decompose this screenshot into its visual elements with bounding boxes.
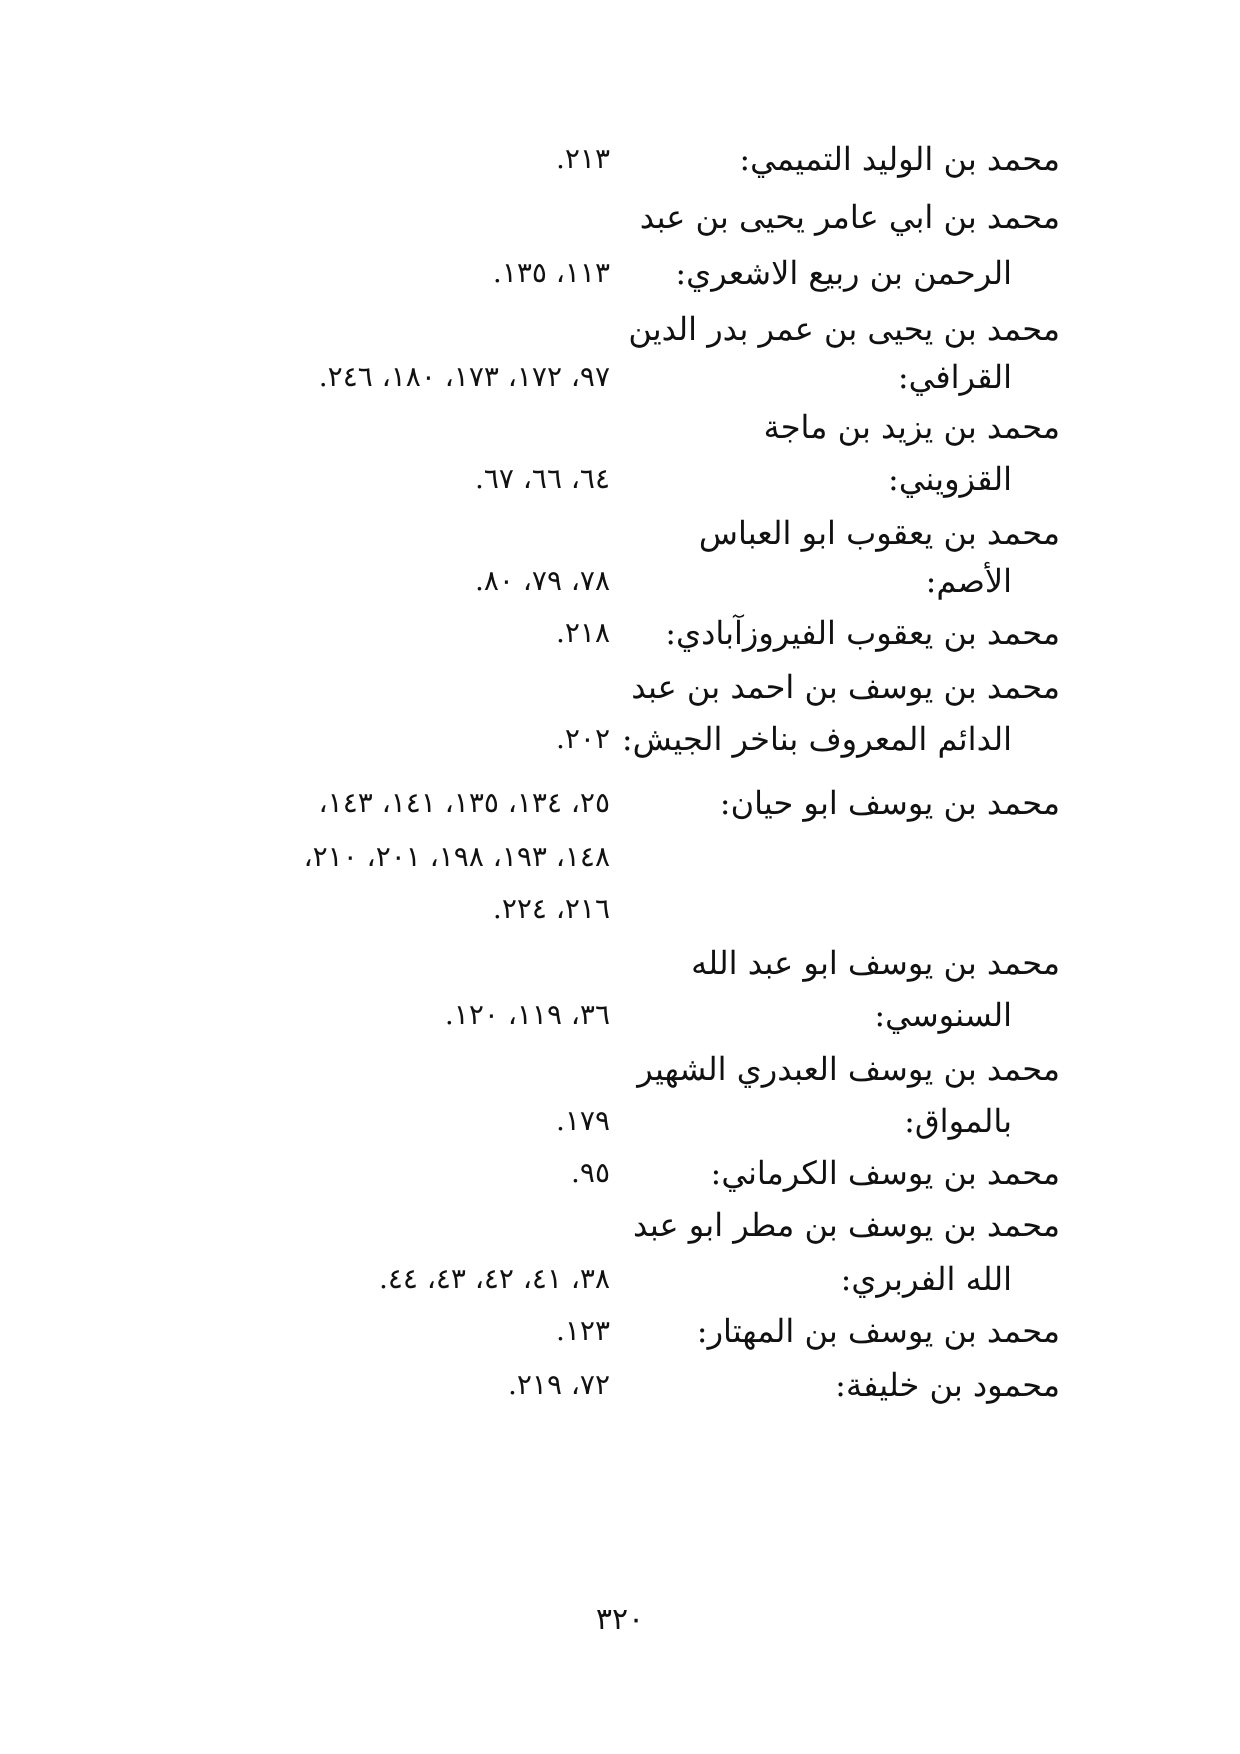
entry-pages: ١٧٩. bbox=[555, 1104, 610, 1137]
entry-name: محمد بن ابي عامر يحيى بن عبد bbox=[639, 198, 1060, 236]
entry-name: محمد بن يوسف العبدري الشهير bbox=[637, 1050, 1060, 1088]
entry-name: الله الفربري: bbox=[840, 1260, 1012, 1298]
index-entry bbox=[150, 450, 1060, 508]
page-number: ٣٢٠ bbox=[595, 1602, 645, 1637]
entry-pages: ٢١٣. bbox=[555, 142, 610, 175]
index-entry bbox=[150, 188, 1060, 246]
index-entry bbox=[150, 244, 1060, 302]
index-entry bbox=[150, 552, 1060, 610]
index-entry bbox=[150, 130, 1060, 188]
index-entry bbox=[150, 1250, 1060, 1308]
entry-pages: ٩٧، ١٧٢، ١٧٣، ١٨٠، ٢٤٦. bbox=[318, 360, 610, 393]
entry-name: الأصم: bbox=[925, 562, 1012, 600]
entry-name: محمد بن يعقوب الفيروزآبادي: bbox=[665, 614, 1060, 652]
entry-name: محمد بن يزيد بن ماجة bbox=[763, 408, 1060, 446]
entry-pages: ٢١٦، ٢٢٤. bbox=[492, 892, 610, 925]
entry-name: محمد بن الوليد التميمي: bbox=[739, 140, 1060, 178]
index-entry bbox=[150, 1092, 1060, 1150]
index-entry bbox=[150, 1196, 1060, 1254]
entry-name: السنوسي: bbox=[874, 996, 1012, 1034]
entry-name: القزويني: bbox=[888, 460, 1012, 498]
index-entry bbox=[150, 828, 1060, 886]
index-entry bbox=[150, 934, 1060, 992]
entry-name: بالمواق: bbox=[904, 1102, 1012, 1140]
entry-name: الدائم المعروف بناخر الجيش: bbox=[621, 720, 1012, 758]
index-entry bbox=[150, 658, 1060, 716]
index-entry bbox=[150, 880, 1060, 938]
index-entry bbox=[150, 710, 1060, 768]
index-entry bbox=[150, 604, 1060, 662]
entry-name: القرافي: bbox=[897, 358, 1012, 396]
entry-name: محمد بن يحيى بن عمر بدر الدين bbox=[628, 310, 1060, 348]
entry-pages: ٢١٨. bbox=[555, 616, 610, 649]
entry-name: محمد بن يعقوب ابو العباس bbox=[698, 514, 1060, 552]
index-entry bbox=[150, 1302, 1060, 1360]
index-entry bbox=[150, 774, 1060, 832]
entry-name: محمد بن يوسف ابو حيان: bbox=[719, 784, 1060, 822]
entry-pages: ٧٨، ٧٩، ٨٠. bbox=[474, 564, 610, 597]
entry-name: محمد بن يوسف الكرماني: bbox=[710, 1154, 1060, 1192]
entry-name: محمد بن يوسف بن احمد بن عبد bbox=[631, 668, 1060, 706]
entry-pages: ١١٣، ١٣٥. bbox=[492, 256, 610, 289]
index-entry bbox=[150, 1040, 1060, 1098]
entry-name: محمد بن يوسف بن مطر ابو عبد bbox=[633, 1206, 1060, 1244]
entry-name: محمود بن خليفة: bbox=[835, 1366, 1060, 1404]
entry-name: الرحمن بن ربيع الاشعري: bbox=[675, 254, 1012, 292]
index-entry bbox=[150, 986, 1060, 1044]
entry-pages: ٧٢، ٢١٩. bbox=[507, 1368, 610, 1401]
index-entry bbox=[150, 1144, 1060, 1202]
entry-pages: ٢٥، ١٣٤، ١٣٥، ١٤١، ١٤٣، bbox=[318, 786, 610, 819]
entry-name: محمد بن يوسف ابو عبد الله bbox=[691, 944, 1060, 982]
entry-pages: ١٤٨، ١٩٣، ١٩٨، ٢٠١، ٢١٠، bbox=[303, 840, 610, 873]
index-entry bbox=[150, 1356, 1060, 1414]
entry-pages: ٣٨، ٤١، ٤٢، ٤٣، ٤٤. bbox=[378, 1262, 610, 1295]
entry-pages: ٣٦، ١١٩، ١٢٠. bbox=[444, 998, 610, 1031]
entry-pages: ٢٠٢. bbox=[555, 722, 610, 755]
entry-name: محمد بن يوسف بن المهتار: bbox=[696, 1312, 1060, 1350]
index-entry bbox=[150, 398, 1060, 456]
entry-pages: ٩٥. bbox=[571, 1156, 610, 1189]
entry-pages: ٦٤، ٦٦، ٦٧. bbox=[474, 462, 610, 495]
entry-pages: ١٢٣. bbox=[555, 1314, 610, 1347]
